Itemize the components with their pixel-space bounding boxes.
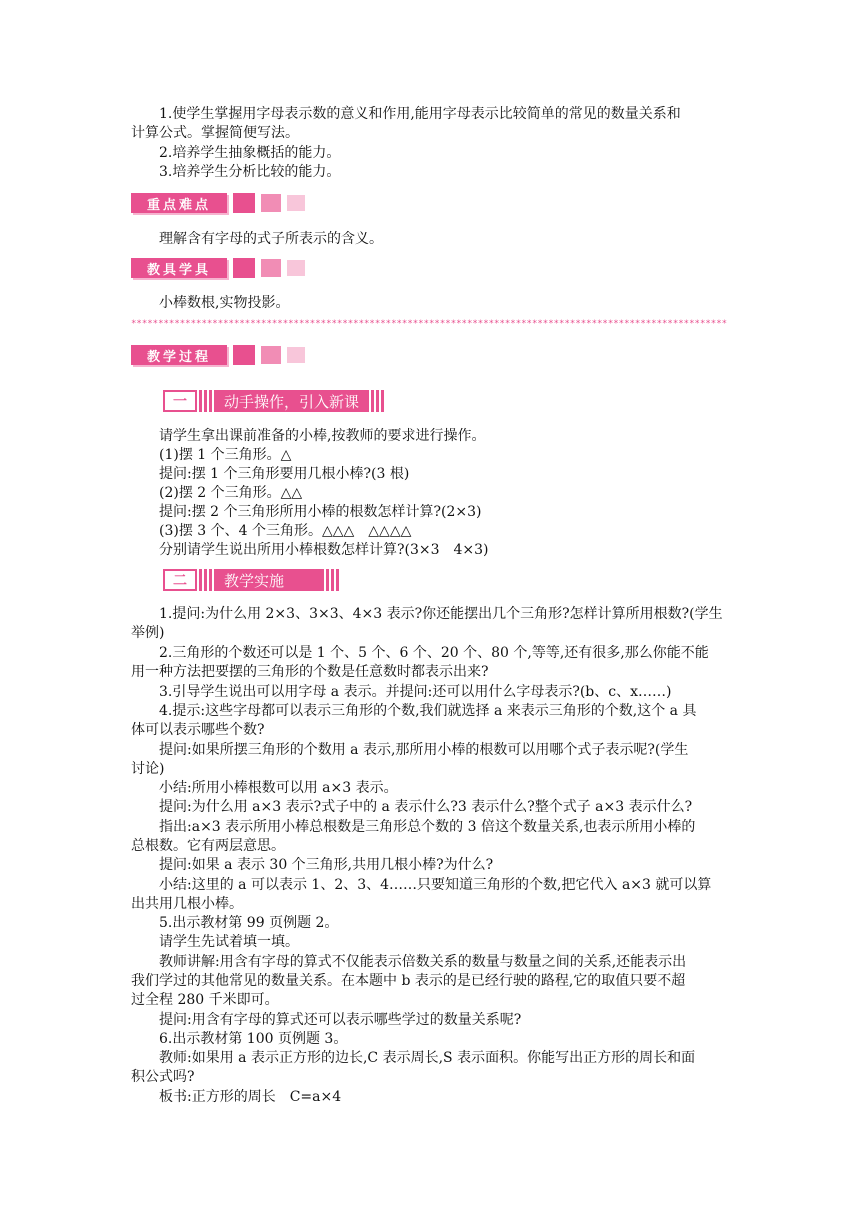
- part2-line: 我们学过的其他常见的数量关系。在本题中 b 表示的是已经行驶的路程,它的取值只要不超: [131, 973, 686, 989]
- part2-line: 出共用几根小棒。: [131, 896, 243, 912]
- part2-line: 小结:所用小棒根数可以用 a×3 表示。: [159, 780, 398, 796]
- part2-line: 提问:为什么用 a×3 表示?式子中的 a 表示什么?3 表示什么?整个式子 a×3 表示什么?: [159, 799, 693, 815]
- decor-square: [261, 194, 281, 212]
- part-title: 教学实施: [214, 569, 324, 591]
- part-number: 一: [163, 390, 197, 412]
- part2-line: 4.提示:这些字母都可以表示三角形的个数,我们就选择 a 来表示三角形的个数,这个 a 具: [159, 703, 697, 719]
- part2-line: 提问:用含有字母的算式还可以表示哪些学过的数量关系呢?: [159, 1012, 522, 1028]
- part2-line: 板书:正方形的周长 C=a×4: [159, 1089, 342, 1105]
- section-tools: [131, 258, 305, 278]
- part1-line: (3)摆 3 个、4 个三角形。△△△ △△△△: [159, 523, 412, 539]
- decor-square: [233, 258, 255, 278]
- part-title: 动手操作，引入新课: [214, 390, 369, 412]
- part2-line: 6.出示教材第 100 页例题 3。: [159, 1031, 348, 1047]
- decor-square: [261, 346, 281, 364]
- star-divider: **************************************************************************************************************: [131, 319, 728, 329]
- part2-line: 1.提问:为什么用 2×3、3×3、4×3 表示?你还能摆出几个三角形?怎样计算所用根数?(学生: [159, 606, 723, 622]
- section-label: 重点难点: [131, 193, 227, 213]
- section-key-points: [131, 193, 305, 213]
- part2-banner: [163, 569, 341, 591]
- decor-square: [287, 347, 305, 363]
- part1-line: (2)摆 2 个三角形。△△: [159, 485, 303, 501]
- part2-line: 指出:a×3 表示所用小棒总根数是三角形总个数的 3 倍这个数量关系,也表示所用小棒的: [159, 819, 696, 835]
- decor-square: [261, 259, 281, 277]
- part2-line: 用一种方法把要摆的三角形的个数是任意数时都表示出来?: [131, 664, 489, 680]
- tools-text: 小棒数根,实物投影。: [159, 295, 290, 311]
- part2-line: 讨论): [131, 761, 165, 777]
- objective-line: 3.培养学生分析比较的能力。: [159, 164, 341, 180]
- part2-line: 小结:这里的 a 可以表示 1、2、3、4……只要知道三角形的个数,把它代入 a×3 就可以算: [159, 877, 712, 893]
- part2-line: 提问:如果所摆三角形的个数用 a 表示,那所用小棒的根数可以用哪个式子表示呢?(学生: [159, 742, 689, 758]
- objective-line: 计算公式。掌握简便写法。: [131, 125, 299, 141]
- decor-bars: [371, 390, 386, 412]
- part1-line: 提问:摆 1 个三角形要用几根小棒?(3 根): [159, 466, 410, 482]
- part1-line: 分别请学生说出所用小棒根数怎样计算?(3×3 4×3): [159, 542, 489, 558]
- part1-banner: [163, 390, 386, 412]
- part-number: 二: [163, 569, 197, 591]
- part2-line: 体可以表示哪些个数?: [131, 722, 265, 738]
- decor-bars: [326, 569, 341, 591]
- decor-square: [287, 260, 305, 276]
- key-points-text: 理解含有字母的式子所表示的含义。: [159, 231, 383, 247]
- section-label: 教学过程: [131, 345, 227, 365]
- objective-line: 2.培养学生抽象概括的能力。: [159, 145, 341, 161]
- part2-line: 教师讲解:用含有字母的算式不仅能表示倍数关系的数量与数量之间的关系,还能表示出: [159, 954, 687, 970]
- part2-line: 2.三角形的个数还可以是 1 个、5 个、6 个、20 个、80 个,等等,还有很多,那么你能不能: [159, 645, 709, 661]
- part2-line: 总根数。它有两层意思。: [131, 838, 285, 854]
- objective-line: 1.使学生掌握用字母表示数的意义和作用,能用字母表示比较简单的常见的数量关系和: [159, 106, 681, 122]
- part2-line: 提问:如果 a 表示 30 个三角形,共用几根小棒?为什么?: [159, 857, 494, 873]
- decor-square: [287, 195, 305, 211]
- part2-line: 3.引导学生说出可以用字母 a 表示。并提问:还可以用什么字母表示?(b、c、x……): [159, 684, 672, 700]
- part1-line: 请学生拿出课前准备的小棒,按教师的要求进行操作。: [159, 428, 486, 444]
- part2-line: 教师:如果用 a 表示正方形的边长,C 表示周长,S 表示面积。你能写出正方形的周长和面: [159, 1050, 696, 1066]
- decor-bars: [199, 390, 214, 412]
- decor-square: [233, 193, 255, 213]
- part2-line: 请学生先试着填一填。: [159, 934, 299, 950]
- section-label: 教具学具: [131, 258, 227, 278]
- part1-line: (1)摆 1 个三角形。△: [159, 447, 292, 463]
- part2-line: 过全程 280 千米即可。: [131, 992, 279, 1008]
- part1-line: 提问:摆 2 个三角形所用小棒的根数怎样计算?(2×3): [159, 504, 482, 520]
- part2-line: 5.出示教材第 99 页例题 2。: [159, 915, 339, 931]
- part2-line: 举例): [131, 625, 165, 641]
- decor-bars: [199, 569, 214, 591]
- decor-square: [233, 345, 255, 365]
- part2-line: 积公式吗?: [131, 1069, 195, 1085]
- section-process: [131, 345, 305, 365]
